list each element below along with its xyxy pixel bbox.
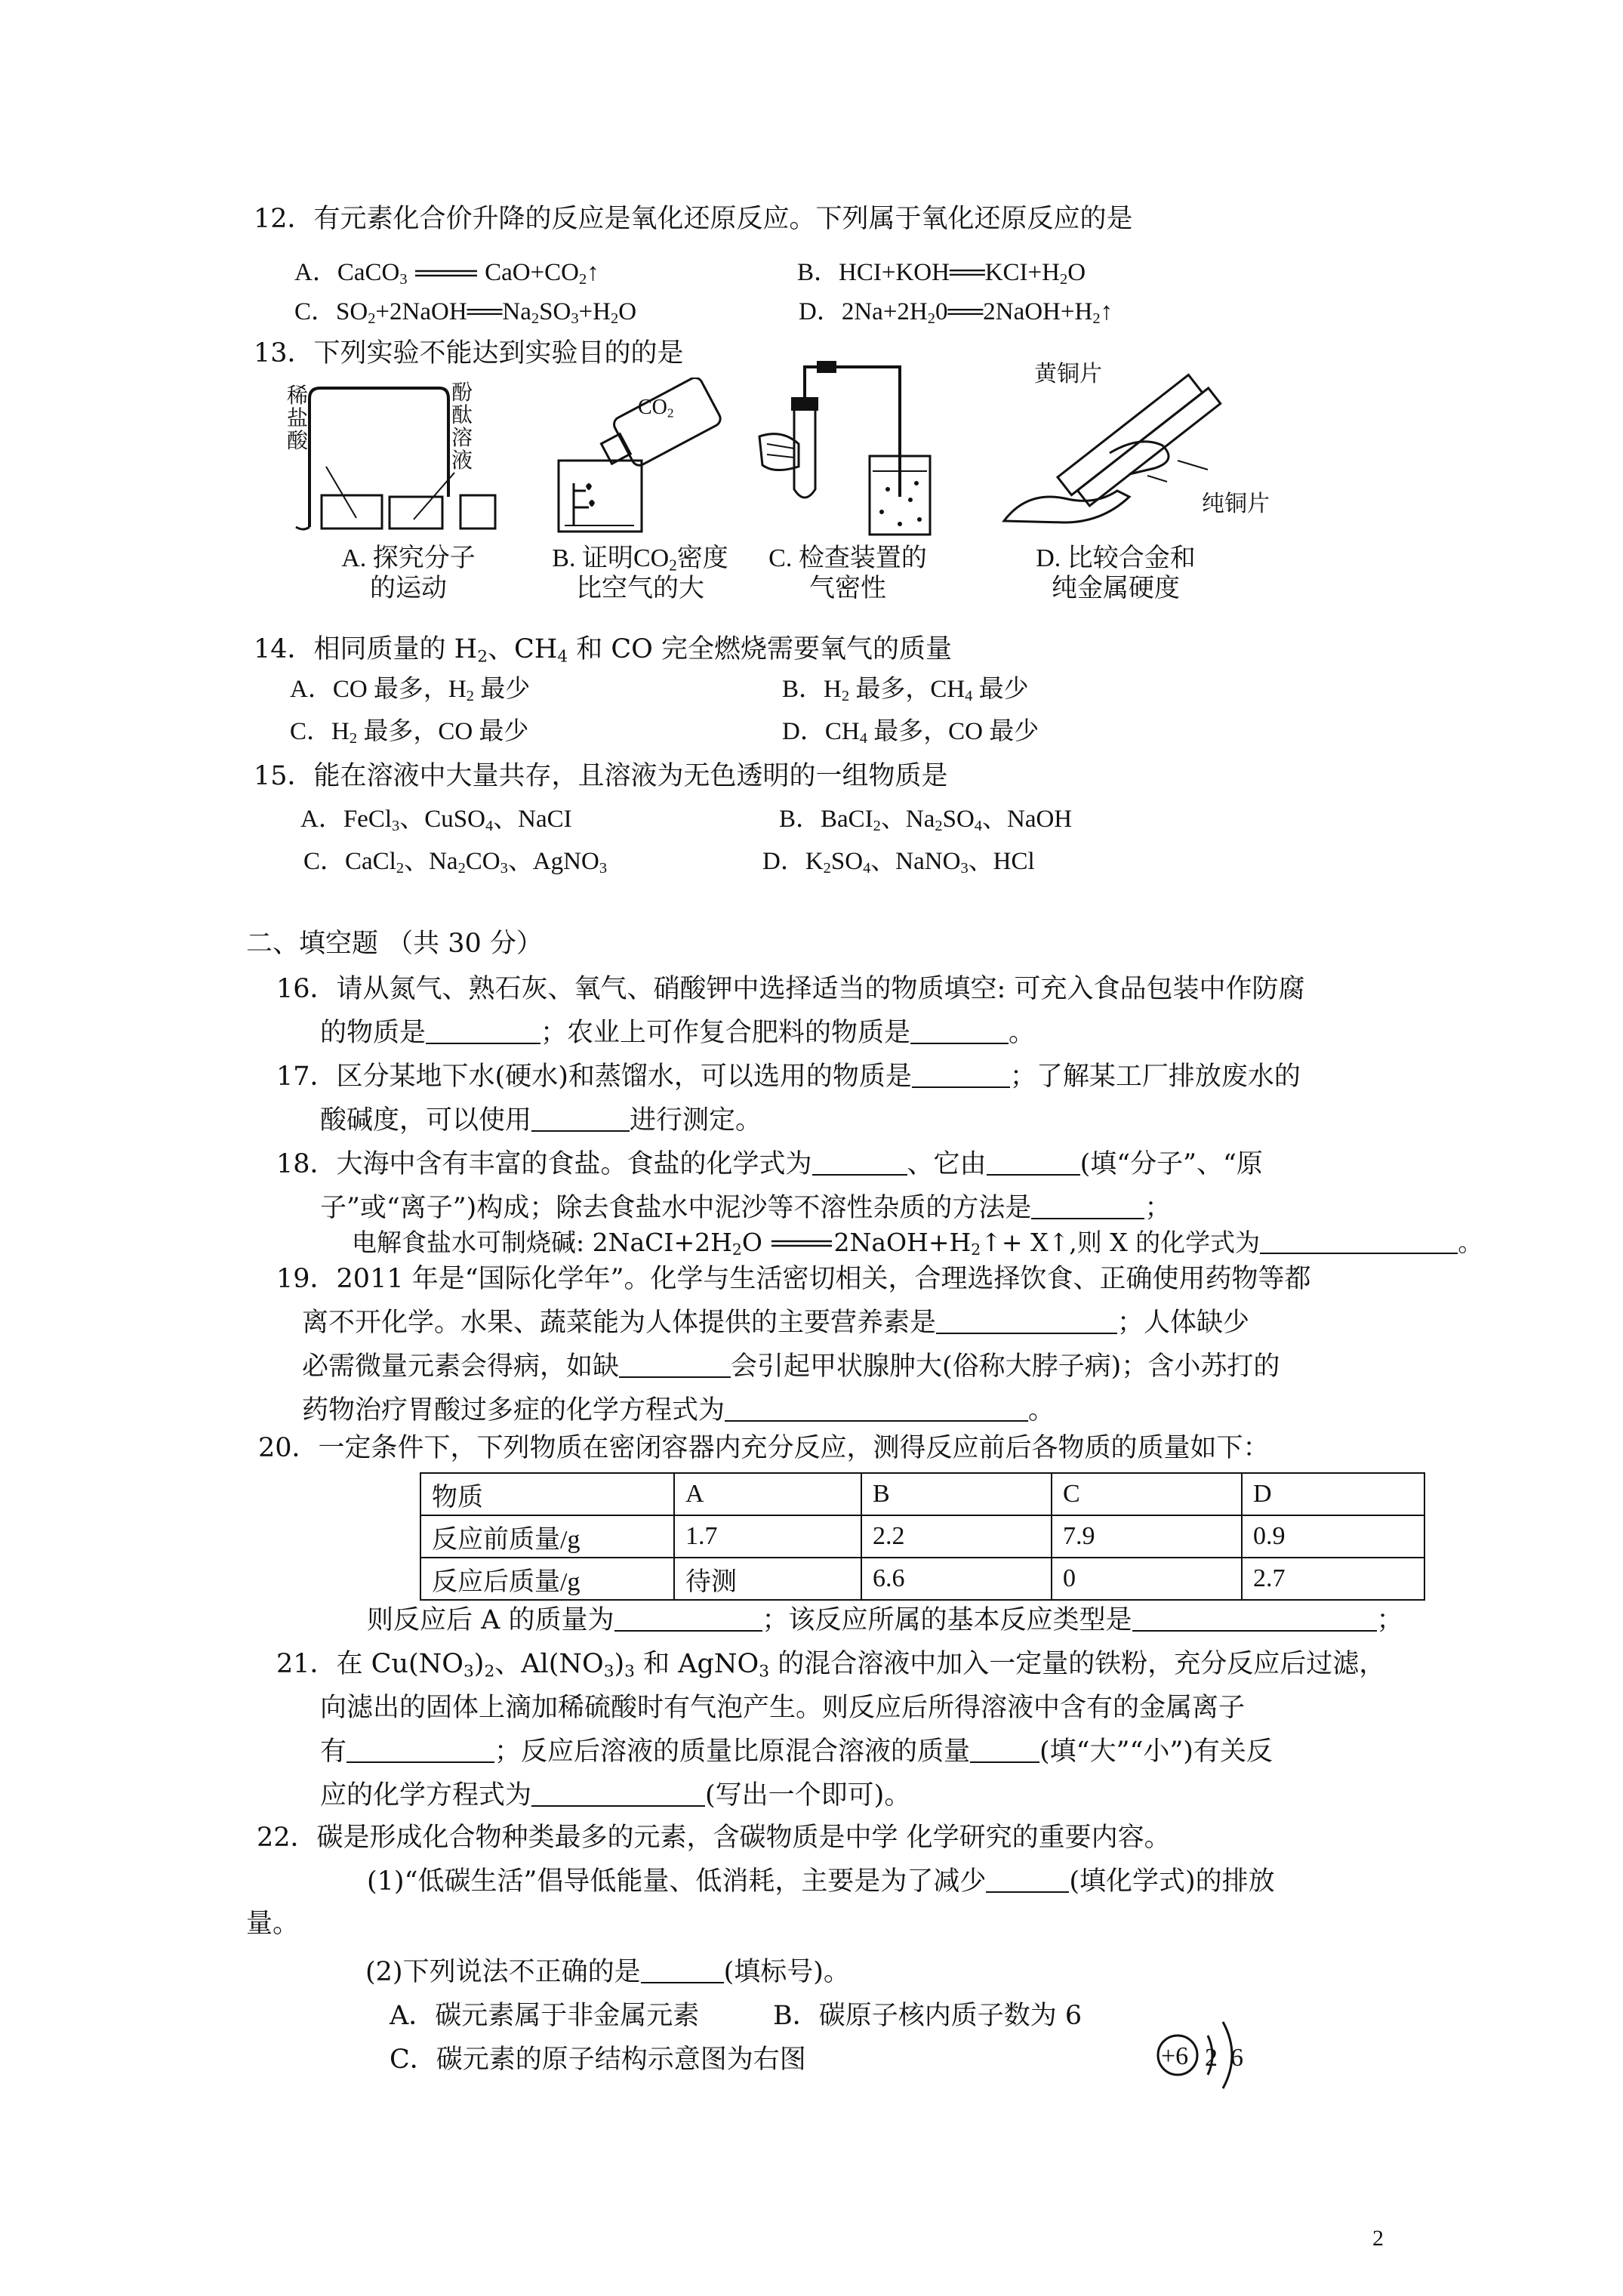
atom-shell-1-label: 2: [1205, 2044, 1218, 2072]
figure-c-caption: C. 检查装置的 气密性: [768, 544, 927, 603]
figure-d-caption: D. 比较合金和 纯金属硬度: [1036, 544, 1196, 603]
q22-option-b: B．碳原子核内质子数为 6: [773, 2001, 1083, 2031]
section-heading: 二、填空题 （共 30 分）: [246, 929, 543, 959]
atom-shell-2-label: 6: [1230, 2044, 1243, 2072]
q12-option-a: A．CaCO$_3$ $CaO+CO_2↑$: [294, 259, 599, 288]
q15-option-c: C．CaCl$_2$、$Na_2CO_3$、AgNO$_3$: [303, 848, 608, 877]
answer-blank[interactable]: [1031, 1195, 1144, 1219]
q14-option-b: B．$H_2$ 最多，$CH_4$ 最少: [782, 676, 1029, 705]
q14-stem: 14．相同质量的 $H_2$、$CH_4$ 和 CO 完全燃烧需要氧气的质量: [254, 634, 952, 667]
q19-line1: 19．2011 年是“国际化学年”。化学与生活密切相关，合理选择饮食、正确使用药物等都: [276, 1264, 1311, 1294]
q22-part2: (2)下列说法不正确的是 (填标号)。: [365, 1957, 850, 1987]
figure-d-side-label: 纯铜片: [1202, 492, 1270, 516]
table-cell: A: [674, 1473, 861, 1515]
table-cell: 物质: [420, 1473, 674, 1515]
table-row: [420, 1515, 1424, 1558]
table-row: [420, 1558, 1424, 1600]
q19-line4: 药物治疗胃酸过多症的化学方程式为 。: [302, 1395, 1055, 1425]
figure-b-bottle-label: $CO_2$: [638, 396, 674, 421]
answer-blank[interactable]: [812, 1151, 907, 1176]
q18-line2: 子”或“离子”)构成；除去食盐水中泥沙等不溶性杂质的方法是 ；: [320, 1193, 1172, 1223]
figure-b-caption: B. 证明$CO_2$密度 比空气的大: [552, 544, 728, 603]
answer-blank[interactable]: [614, 1607, 762, 1632]
answer-blank[interactable]: [987, 1151, 1080, 1176]
q22-part1-cont: 量。: [246, 1909, 300, 1939]
figure-c-airtightness: [752, 338, 933, 539]
q17-line2: 酸碱度，可以使用 进行测定。: [320, 1105, 762, 1136]
q22-part1: (1)“低碳生活”倡导低能量、低消耗，主要是为了减少 (填化学式)的排放: [367, 1866, 1275, 1897]
q13-stem: 13．下列实验不能达到实验目的的是: [254, 338, 684, 368]
answer-blank[interactable]: [936, 1310, 1117, 1334]
q12-stem: 12．有元素化合价升降的反应是氧化还原反应。下列属于氧化还原反应的是: [254, 204, 1133, 234]
answer-blank[interactable]: [1260, 1230, 1458, 1254]
answer-blank[interactable]: [725, 1398, 1028, 1422]
table-cell: 2.7: [1242, 1558, 1424, 1600]
figure-d-top-label: 黄铜片: [1034, 362, 1102, 387]
q22-stem: 22．碳是形成化合物种类最多的元素，含碳物质是中学 化学研究的重要内容。: [257, 1823, 1171, 1853]
high-temp-equals-sign: [414, 267, 479, 282]
answer-blank[interactable]: [1132, 1607, 1377, 1632]
q15-stem: 15．能在溶液中大量共存，且溶液为无色透明的一组物质是: [254, 761, 948, 791]
figure-a-molecule-motion: [281, 381, 507, 535]
q22-option-c: C．碳元素的原子结构示意图为右图: [390, 2045, 806, 2075]
q22-option-a: A．碳元素属于非金属元素: [390, 2001, 700, 2031]
q18-line1: 18．大海中含有丰富的食盐。食盐的化学式为 、它由 (填“分子”、“原: [276, 1149, 1263, 1179]
q12-option-c: C．$SO_2+2NaOH══Na_2SO_3+H_2O$: [294, 298, 637, 328]
figure-a-left-label: 稀 盐 酸: [287, 384, 309, 453]
answer-blank[interactable]: [970, 1739, 1039, 1763]
q18-line3: 电解食盐水可制烧碱: $2NaCI+2H_2O$ $2NaOH+H_2↑+$ X↑,则 X 的化学式为 。: [352, 1228, 1483, 1259]
q15-option-a: A．FeCl$_3$、CuSO$_4$、NaCI: [300, 806, 572, 835]
q16-line1: 16．请从氮气、熟石灰、氧气、硝酸钾中选择适当的物质填空: 可充入食品包装中作防腐: [276, 974, 1305, 1004]
table-cell: 反应后质量/g: [420, 1558, 674, 1600]
table-cell: 0: [1052, 1558, 1242, 1600]
table-cell: 6.6: [861, 1558, 1052, 1600]
table-cell: 2.2: [861, 1515, 1052, 1558]
table-cell: D: [1242, 1473, 1424, 1515]
table-cell: B: [861, 1473, 1052, 1515]
answer-blank[interactable]: [426, 1020, 540, 1044]
atom-nucleus-label: +6: [1161, 2042, 1189, 2070]
q20-followup: 则反应后 A 的质量为 ；该反应所属的基本反应类型是 ；: [367, 1605, 1403, 1635]
q14-option-d: D．$CH_4$ 最多，CO 最少: [782, 718, 1039, 747]
figure-a-right-label: 酚 酞 溶 液: [451, 381, 473, 473]
answer-blank[interactable]: [641, 1959, 724, 1983]
page-number: 2: [1372, 2226, 1384, 2251]
table-cell: C: [1052, 1473, 1242, 1515]
q12-option-b: B．$HCI+KOH══KCI+H_2O$: [797, 259, 1086, 288]
answer-blank[interactable]: [910, 1020, 1009, 1044]
q14-option-a: A．CO 最多，$H_2$ 最少: [290, 676, 531, 705]
answer-blank[interactable]: [531, 1783, 705, 1807]
q19-line3: 必需微量元素会得病，如缺 会引起甲状腺肿大(俗称大脖子病)；含小苏打的: [302, 1351, 1280, 1382]
table-cell: 待测: [674, 1558, 861, 1600]
figure-a-caption: A. 探究分子 的运动: [341, 544, 476, 603]
q12-option-d: D．$2Na+2H_20══2NaOH+H_2↑$: [799, 298, 1113, 328]
answer-blank[interactable]: [912, 1064, 1010, 1088]
table-cell: 7.9: [1052, 1515, 1242, 1558]
q21-line1: 21．在 $Cu(NO_3)_2$、$Al(NO_3)_3$ 和 AgNO$_3$ 的混合溶液中加入一定量的铁粉，充分反应后过滤，: [276, 1649, 1386, 1681]
q19-line2: 离不开化学。水果、蔬菜能为人体提供的主要营养素是 ；人体缺少: [302, 1308, 1250, 1338]
q17-line1: 17．区分某地下水(硬水)和蒸馏水，可以选用的物质是 ；了解某工厂排放废水的: [276, 1062, 1301, 1092]
q15-option-d: D．$K_2SO_4$、NaNO$_3$、HCl: [762, 848, 1035, 877]
q15-option-b: B．BaCI$_2$、$Na_2SO_4$、NaOH: [779, 806, 1073, 835]
answer-blank[interactable]: [531, 1108, 630, 1132]
answer-blank[interactable]: [986, 1869, 1069, 1893]
mass-table: [420, 1472, 1425, 1601]
q21-line4: 应的化学方程式为 (写出一个即可)。: [320, 1780, 911, 1811]
table-row: [420, 1473, 1424, 1515]
answer-blank[interactable]: [346, 1739, 494, 1763]
q21-line3: 有 ；反应后溶液的质量比原混合溶液的质量 (填“大”“小”)有关反: [320, 1737, 1273, 1767]
table-cell: 0.9: [1242, 1515, 1424, 1558]
q21-line2: 向滤出的固体上滴加稀硫酸时有气泡产生。则反应后所得溶液中含有的金属离子: [320, 1693, 1246, 1723]
q20-stem: 20．一定条件下，下列物质在密闭容器内充分反应，测得反应前后各物质的质量如下：: [258, 1433, 1270, 1463]
table-cell: 反应前质量/g: [420, 1515, 674, 1558]
table-cell: 1.7: [674, 1515, 861, 1558]
q16-line2: 的物质是 ；农业上可作复合肥料的物质是 。: [320, 1018, 1036, 1048]
electrolysis-equals-sign: [770, 1237, 833, 1252]
q14-option-c: C．$H_2$ 最多，CO 最少: [290, 718, 529, 747]
answer-blank[interactable]: [619, 1354, 731, 1378]
